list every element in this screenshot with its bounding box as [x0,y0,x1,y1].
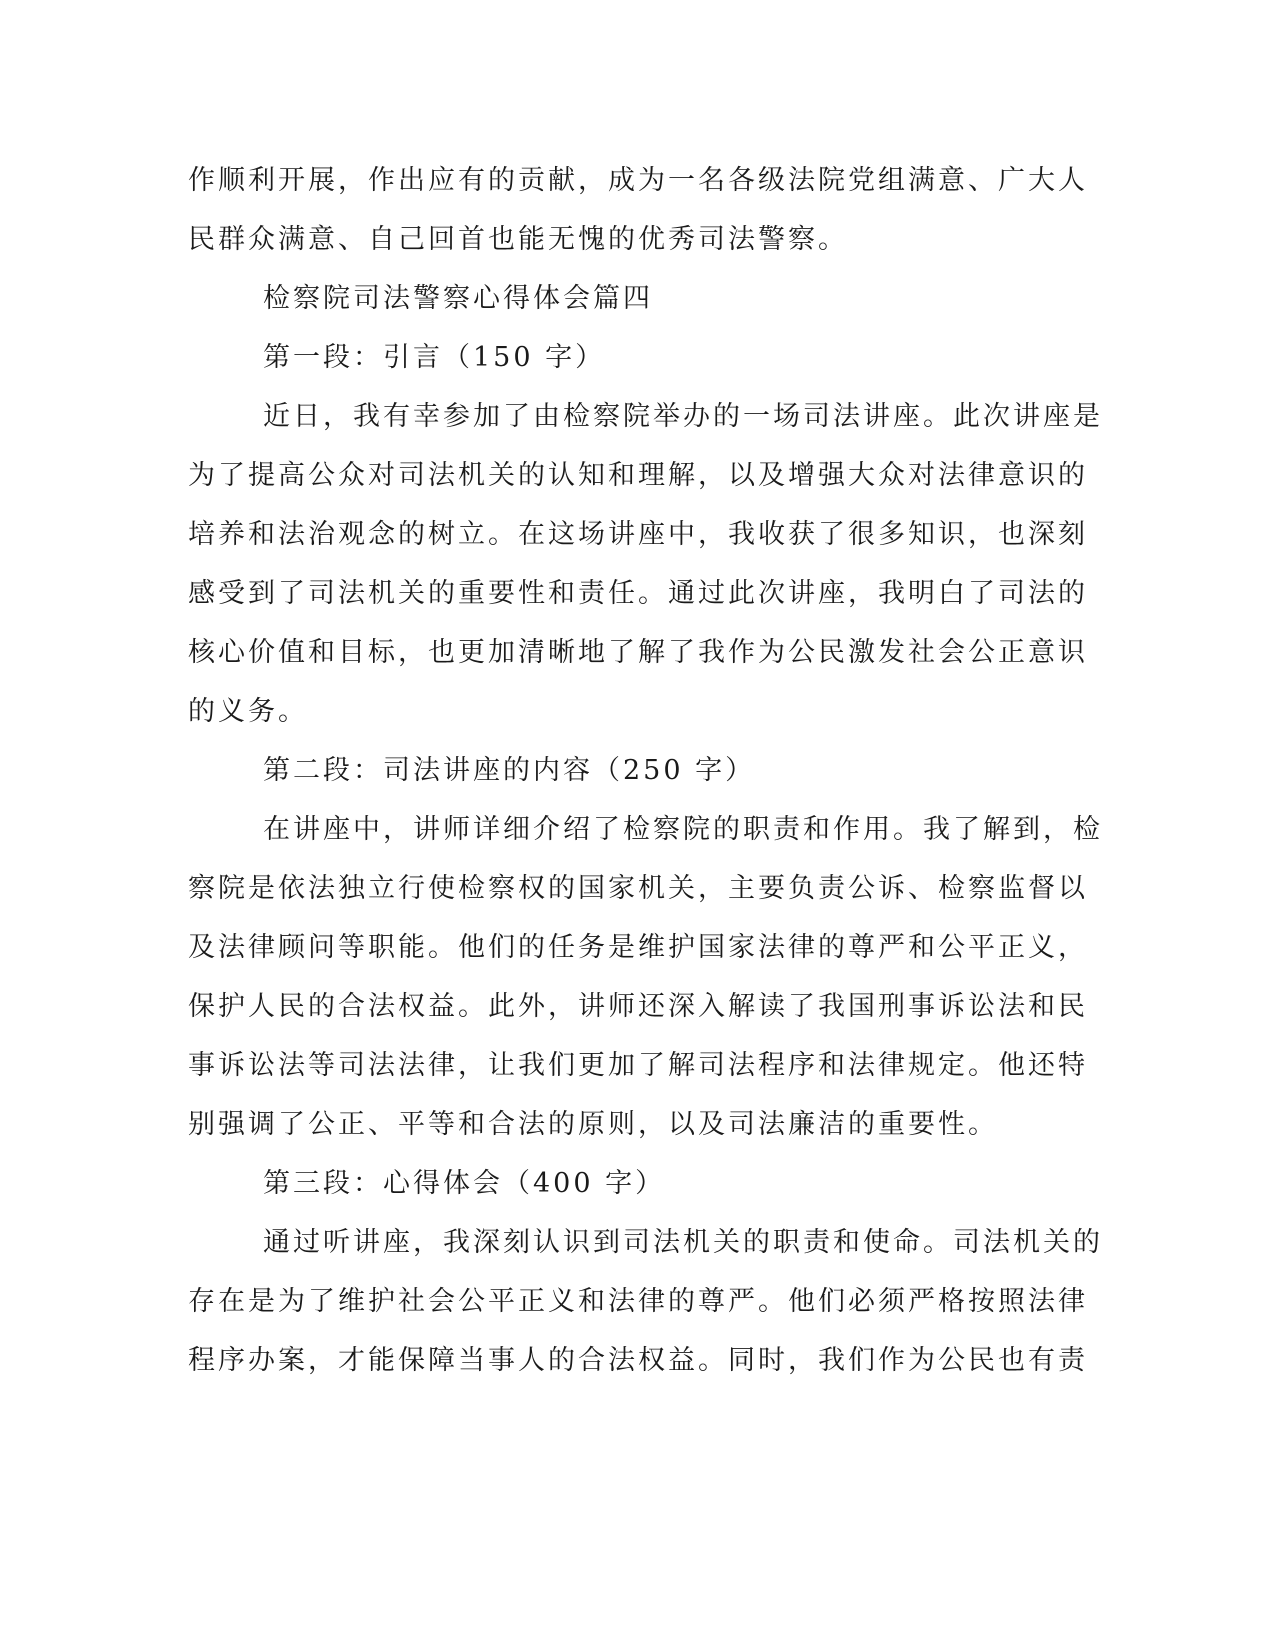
body-line: 保护人民的合法权益。此外，讲师还深入解读了我国刑事诉讼法和民 [188,991,1088,1022]
body-line: 培养和法治观念的树立。在这场讲座中，我收获了很多知识，也深刻 [188,519,1088,550]
body-line: 程序办案，才能保障当事人的合法权益。同时，我们作为公民也有责 [188,1345,1088,1376]
section-heading: 第二段：司法讲座的内容（250 字） [263,755,756,786]
paragraph-first-line: 近日，我有幸参加了由检察院举办的一场司法讲座。此次讲座是 [263,401,1103,432]
body-line: 存在是为了维护社会公平正义和法律的尊严。他们必须严格按照法律 [188,1286,1088,1317]
body-line: 事诉讼法等司法法律，让我们更加了解司法程序和法律规定。他还特 [188,1050,1088,1081]
body-line: 感受到了司法机关的重要性和责任。通过此次讲座，我明白了司法的 [188,578,1088,609]
section-heading: 第三段：心得体会（400 字） [263,1168,666,1199]
body-line: 为了提高公众对司法机关的认知和理解，以及增强大众对法律意识的 [188,460,1088,491]
body-line: 民群众满意、自己回首也能无愧的优秀司法警察。 [188,224,848,255]
paragraph-first-line: 通过听讲座，我深刻认识到司法机关的职责和使命。司法机关的 [263,1227,1103,1258]
section-heading: 第一段：引言（150 字） [263,342,606,373]
body-line: 作顺利开展，作出应有的贡献，成为一名各级法院党组满意、广大人 [188,165,1088,196]
body-line: 及法律顾问等职能。他们的任务是维护国家法律的尊严和公平正义， [188,932,1088,963]
section-title: 检察院司法警察心得体会篇四 [263,283,653,314]
body-line: 别强调了公正、平等和合法的原则，以及司法廉洁的重要性。 [188,1109,998,1140]
paragraph-first-line: 在讲座中，讲师详细介绍了检察院的职责和作用。我了解到，检 [263,814,1103,845]
body-line: 察院是依法独立行使检察权的国家机关，主要负责公诉、检察监督以 [188,873,1088,904]
body-line: 的义务。 [188,696,308,727]
body-line: 核心价值和目标，也更加清晰地了解了我作为公民激发社会公正意识 [188,637,1088,668]
